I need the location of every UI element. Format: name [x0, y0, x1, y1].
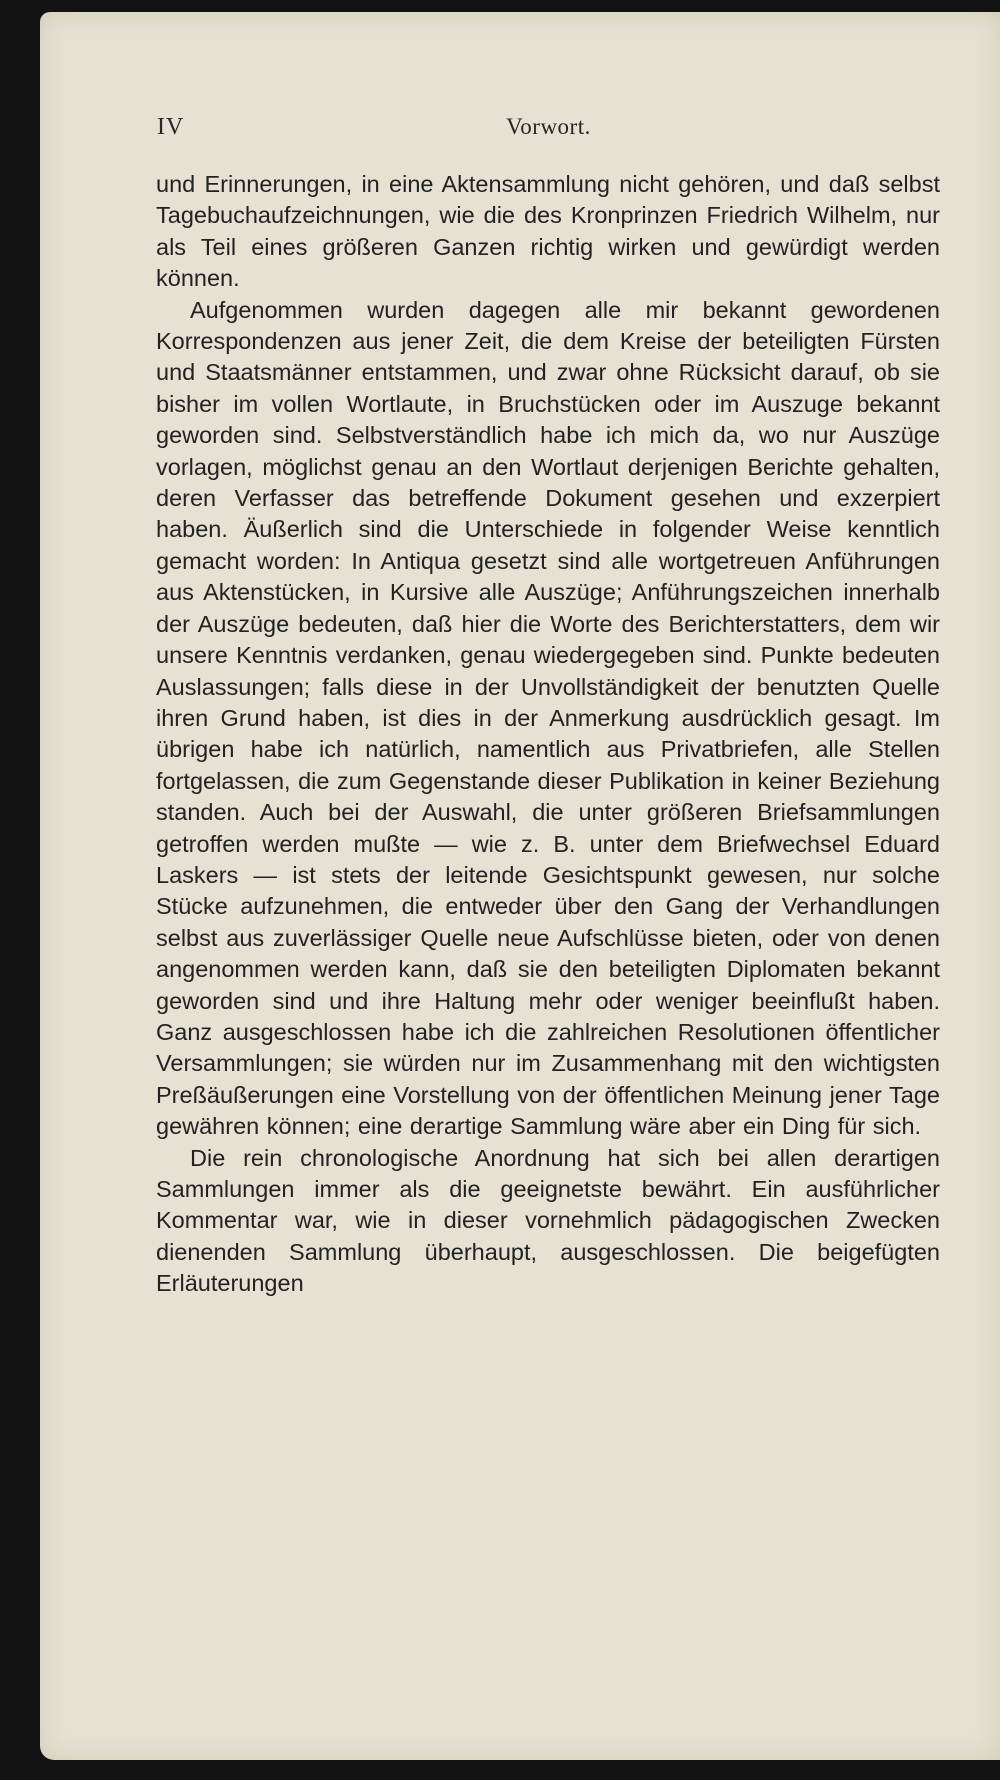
- running-head: Vorwort.: [506, 114, 591, 139]
- page-number: IV: [157, 114, 185, 140]
- paragraph: und Erinnerungen, in eine Aktensammlung nicht gehören, und daß selbst Tagebuchaufzeichnungen, wie die des Kronprinzen Friedrich Wilhelm, nur als Teil eines größeren Ganzen richtig wirken und gewürdigt werden können.: [156, 171, 940, 292]
- body-text: [156, 169, 940, 1300]
- paragraph: Aufgenommen wurden dagegen alle mir bekannt gewordenen Korrespondenzen aus jener Zeit, die dem Kreise der beteiligten Fürsten und Staatsmänner entstammen, und zwar ohne Rücksicht darauf, ob sie bisher im vollen Wortlaute, in Bruchstücken oder im Auszuge bekannt geworden sind. Selbstverständlich habe ich mich da, wo nur Auszüge vorlagen, möglichst genau an den Wortlaut derjenigen Berichte gehalten, deren Verfasser das betreffende Dokument gesehen und exzerpiert haben. Äußerlich sind die Unterschiede in folgender Weise kenntlich gemacht worden: In Antiqua gesetzt sind alle wortgetreuen Anführungen aus Aktenstücken, in Kursive alle Auszüge; Anführungszeichen innerhalb der Auszüge bedeuten, daß hier die Worte des Berichterstatters, dem wir unsere Kenntnis verdanken, genau wiedergegeben sind. Punkte bedeuten Auslassungen; falls diese in der Unvollständigkeit der benutzten Quelle ihren Grund haben, ist dies in der Anmerkung ausdrücklich gesagt. Im übrigen habe ich natürlich, namentlich aus Privatbriefen, alle Stellen fortgelassen, die zum Gegenstande dieser Publikation in keiner Beziehung standen. Auch bei der Auswahl, die unter größeren Briefsammlungen getroffen werden mußte — wie z. B. unter dem Briefwechsel Eduard Laskers — ist stets der leitende Gesichtspunkt gewesen, nur solche Stücke aufzunehmen, die entweder über den Gang der Verhandlungen selbst aus zuverlässiger Quelle neue Aufschlüsse bieten, oder von denen angenommen werden kann, daß sie den beteiligten Diplomaten bekannt geworden sind und ihre Haltung mehr oder weniger beeinflußt haben. Ganz ausgeschlossen habe ich die zahlreichen Resolutionen öffentlicher Versammlungen; sie würden nur im Zusammenhang mit den wichtigsten Preßäußerungen eine Vorstellung von der öffentlichen Meinung jener Tage gewähren können; eine derartige Sammlung wäre aber ein Ding für sich.: [156, 296, 940, 1140]
- paragraph: Die rein chronologische Anordnung hat sich bei allen derartigen Sammlungen immer als die geeignetste bewährt. Ein ausführlicher Kommentar war, wie in dieser vornehmlich pädagogischen Zwecken dienenden Sammlung überhaupt, ausgeschlossen. Die beigefügten Erläuterungen: [156, 1144, 940, 1297]
- page-header: [157, 114, 940, 144]
